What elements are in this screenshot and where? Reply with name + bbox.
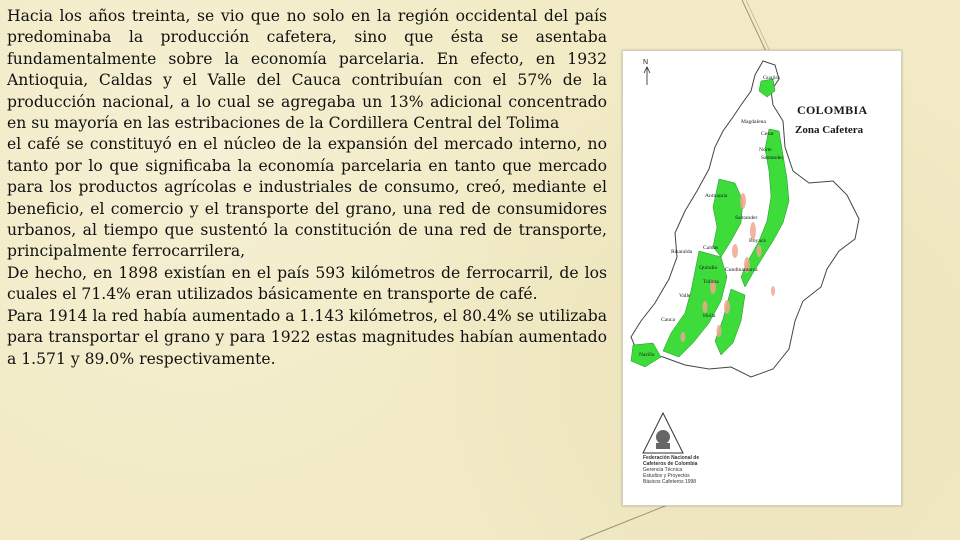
- logo-dept-line-2: Estudios y Proyectos: [643, 473, 690, 479]
- dept-label-cauca: Cauca: [661, 317, 675, 323]
- dept-label-cundinamarca: Cundinamarca: [725, 267, 758, 273]
- dept-label-narino: Nariño: [639, 352, 655, 358]
- dept-label-valle: Valle: [679, 293, 691, 299]
- federacion-logo-caption: [643, 455, 733, 485]
- north-arrow: [644, 67, 650, 85]
- paragraph-4: Para 1914 la red había aumentado a 1.143 kilómetros, el 80.4% se utilizaba para transportar el grano y para 1922 estas magnitudes habían aumentado a 1.571 y 89.0% respectivamente.: [7, 306, 607, 368]
- dept-label-tolima: Tolima: [703, 279, 719, 285]
- dept-label-caldas: Caldas: [703, 245, 719, 251]
- paragraph-2: el café se constituyó en el núcleo de la expansión del mercado interno, no tanto por lo que significaba la economía parcelaria en tanto que mercado para los productos agrícolas e industriales de consumo, creó, mediante el beneficio, el comercio y el transporte del grano, una red de consumidores urbanos, al tiempo que sustentó la constitución de una red de transporte, principalmente ferrocarrilera,: [7, 135, 607, 261]
- logo-org-line-1: Federación Nacional de: [643, 455, 700, 461]
- logo-dept-line-1: Gerencia Técnica: [643, 467, 683, 473]
- dept-label-quindio: Quindío: [699, 265, 718, 271]
- dept-label-guajira: Guajira: [763, 75, 780, 81]
- dept-label-cesar: Cesar: [761, 131, 774, 137]
- dept-label-magdalena: Magdalena: [741, 119, 766, 125]
- dept-label-santander: Santander: [735, 215, 758, 221]
- dept-label-boyaca: Boyacá: [749, 238, 766, 244]
- paragraph-1: Hacia los años treinta, se vio que no solo en la región occidental del país predominaba la producción cafetera, sino que ésta se asentaba fundamentalmente sobre la economía parcelaria. En efecto, en 1932 Antioquia, Caldas y el Valle del Cauca contribuían con el 57% de la producción nacional, a lo cual se agregaba un 13% adicional concentrado en su mayoría en las estribaciones de la Cordillera Central del Tolima: [7, 7, 607, 133]
- dept-label-risaralda: Risaralda: [671, 249, 693, 255]
- logo-org-line-2: Cafeteros de Colombia: [643, 461, 698, 467]
- north-label: N: [643, 59, 649, 66]
- dept-label-norte-santander: Santander: [761, 155, 784, 161]
- dept-label-norte: Norte: [759, 147, 772, 153]
- map-subtitle: Zona Cafetera: [795, 124, 864, 136]
- map-title: COLOMBIA: [797, 103, 868, 117]
- logo-dept-line-3: Básicos Cafeteros 1998: [643, 479, 697, 485]
- dept-label-huila: Huila: [703, 313, 716, 319]
- body-text: [7, 6, 607, 370]
- paragraph-3: De hecho, en 1898 existían en el país 593 kilómetros de ferrocarril, de los cuales el 71.4% eran utilizados básicamente en transporte de café.: [7, 263, 607, 304]
- coffee-zone-map: [622, 50, 902, 506]
- federacion-logo-emblem: [643, 413, 683, 453]
- dept-label-antioquia: Antioquia: [705, 193, 728, 199]
